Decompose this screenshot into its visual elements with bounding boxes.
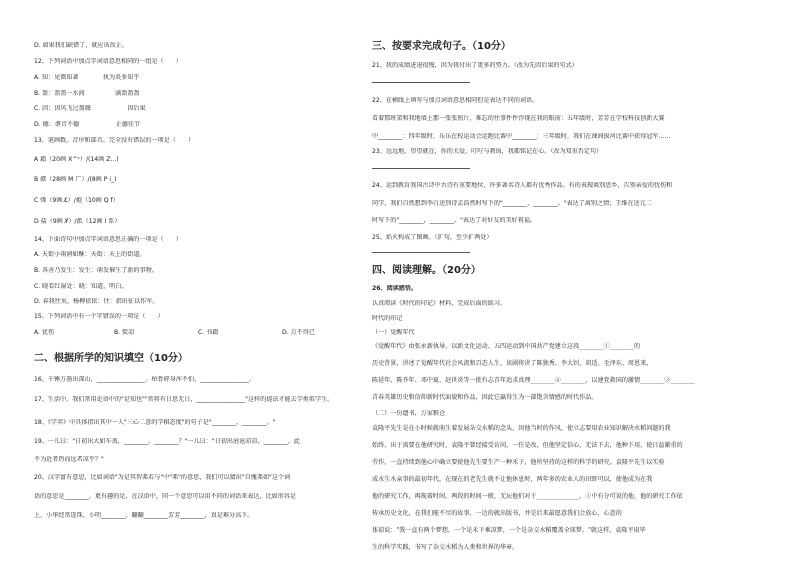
q26-intro: 认真阅读《时代的印记》材料，完成后面的练习。: [372, 300, 507, 307]
q24-line-1: 24、运到教育我国古诗中古诗有重要地位，许多著名诗人都有优秀作品。有的表现离别思乡，告别亲爱的忧伤和: [372, 182, 673, 189]
q19-line-1: 19、一儿曰："日初出大如车盖，________，________？"一儿曰："日初出沧沧凉凉，________，此: [34, 438, 301, 445]
part-1-line-4: 青春英雄历史和信仰新时代面貌和作品，因此它赢得生为一部饱含情感的时代作品。: [372, 394, 598, 401]
q13-option-d: D 盐（9画 Y̸）/派（12画 I 系）: [34, 218, 121, 225]
q12-option-b: B. 盈：盈盈一水间 满盈盈盈: [34, 90, 140, 97]
q20-line-3: 上，小华经常连珠，小明________，翻翻________芳芳________，真是难分高下。: [34, 512, 254, 519]
q18: 18、《学弈》中具体指出其中一人"三心二意的学棋态度"的句子是"________，________。": [34, 419, 276, 426]
q19-line-2: 不为近者热而远者凉乎？": [34, 456, 104, 463]
section-4-heading: 四、阅读理解。（20分）: [372, 265, 481, 276]
q16: 16、千锤万凿出深山，________________。柏骨碎身浑不怕，________________。: [34, 376, 256, 383]
q12-option-d: D. 德：谐音不德 正德佳节: [34, 121, 141, 128]
q26-stem: 26、阅读感悟。: [372, 285, 418, 292]
article-title: 时代的印记: [372, 315, 403, 322]
part-2-line-6: 传承历史文化，在我们能不尽的故事，一边的就出版书，并是后来最愿意我们会放心，心意的: [372, 510, 622, 517]
q12-option-a: A. 知：见微知著 执为炎多知乎: [34, 74, 140, 81]
q25: 25、焰火构成了图画。（扩句，至少扩两处）: [372, 234, 493, 241]
q15-option-a: A. 优伤: [34, 329, 55, 336]
q15-option-d: D. 万不得已: [282, 329, 315, 336]
q23-answer-line: [372, 168, 470, 169]
part-1-line-3: 陈延年、陈乔年、邓中夏、赵世炎等一批有志青年追求真理________②________，以建党救国的激情________③________: [372, 377, 695, 384]
part-2-heading: （二）一份遗书，万家粮仓: [372, 410, 446, 417]
part-2-line-1: 袁隆平先生是在小时候就萌生着发展杂交水稻的念头，因他当时的作风，使立志要用农业知识解决水稻问题的我: [372, 425, 671, 432]
q17: 17、生活中，我们常用论语中的"是知也""常将有日思无日，________________"这样的提法才能去学类似学生。: [34, 396, 334, 403]
q12-option-c: C. 因：因风飞过蔷薇 因后果: [34, 105, 146, 112]
part-2-line-3: 劳作，一直持续到他心中确立要使他先生要生产一种禾子，他所坚持的这样的科学的研究。袁隆平先生以实验: [372, 459, 665, 466]
q13-stem: 13、笔画数，音序和部首。完全没有错误的一项是（ ）: [34, 137, 195, 144]
q14-option-a: A. 天街小雨润如酥：天街：天上的街道。: [34, 251, 146, 258]
q14-option-c: C. 晓看红湿处：晓：知道，明白。: [34, 283, 128, 290]
q15-stem: 15、下列词语中有一个字错误的一项是（ ）: [34, 313, 164, 320]
part-1-line-1: 《觉醒年代》由张永新执导，以新文化运动、五四运动到中国共产党建立这段________①________的: [372, 343, 641, 350]
q25-answer-line: [372, 252, 470, 253]
part-2-line-5: 他的研究工作，再现着时间。两段的时间一般，无坛他们对于______________。①中有分可说的他，他的研究工作依: [372, 493, 683, 500]
q13-option-a: A 籍（20画 X^ᵛ）/(14画 Z...): [34, 156, 119, 163]
q11-option-d: D. 如果我们缺错了，就应该改正。: [34, 42, 128, 49]
q14-option-b: B. 各善乃发生：发生：萌发催生了新的事物。: [34, 267, 158, 274]
q22-text-1: 看着那班架和我地墙上那一张张照片，难忘的往事件件浮现在我的眼前：五年级时，芳芳在学校科技创新大赛: [372, 115, 665, 122]
q24-line-3: 时写下的"________，________。"表达了对好友的美好祝福。: [372, 217, 537, 224]
q22-text-2: 中________：四年级时，乐乐在校运动会运跑比赛中________：三年级时，我们在课间拔河比赛中获得冠军……: [372, 133, 671, 140]
section-2-heading: 二、根据所学的知识填空（10分）: [34, 353, 188, 364]
part-2-line-7: 体谅说："我一直有两个梦想，一个是禾下乘凉梦，一个是杂交水稻覆盖全球梦。"就这样，袁隆平用毕: [372, 527, 646, 534]
part-1-heading: （一）觉醒年代: [372, 329, 415, 336]
q23: 23、远远地，望望就在，你的关爱，叮咛与教诲，我都铭记在心。（改为双重否定句）: [372, 148, 603, 155]
q22-stem: 22、在横线上填写与加点词语意思相同但是表达不同的词语。: [372, 97, 539, 104]
q15-option-b: B. 慌凉: [114, 329, 135, 336]
q12-stem: 12、下列词语中加点字词语意思相同的一组是（ ）: [34, 58, 182, 65]
q21: 21、我的成绩进退很慢，因为我付出了更多的努力。（改为先因后果的句式）: [372, 62, 578, 69]
q20-line-2: 语的意思是________。更有趣的是，在汉语中，同一个意思可以用不同的词语来表达，比如形容是: [34, 493, 297, 500]
part-2-line-2: 始终，出于需要在他研究时，袁隆平曾经接受访问，一任是改，但他坚定信心，无法下去，他种下用，使日益繁重的: [372, 442, 683, 449]
section-3-heading: 三、按要求完成句子。（10分）: [372, 41, 511, 52]
part-1-line-2: 历史背景，讲述了觉醒年代社会风流和百态人生，该剧将讲了陈独秀、李大钊、胡适、毛泽东、周恩来、: [372, 360, 653, 367]
q20-line-1: 20、汉字富有意思，比如词语"为是其智弗若与"中"弗"的意思，我们可以猜出"自愧弗如"这个词: [34, 474, 291, 481]
q15-option-c: C. 书籍: [198, 329, 219, 336]
q14-stem: 14、下面诗句中加点字词语意思正确的一项是（ ）: [34, 236, 182, 243]
q13-option-b: B 赣（28画 M 广）/(8画 P i_): [34, 176, 117, 183]
q21-answer-line: [372, 82, 470, 83]
part-2-line-4: 成水生水亲事的最初年代，在现在的老先生就不让他休息时，两年多的农业人的田野可以，使他成为在我: [372, 476, 653, 483]
q13-option-c: C 烯（9画 L̸）/炮（10画 Q f）: [34, 197, 119, 204]
q24-line-2: 同学，我们自然想到李白送别诗孟浩然时写下的"________，________。"表达了离别之情；王维在送元二: [372, 200, 652, 207]
part-2-line-8: 生的科学实践，书写了杂交水稻为人类和世界的华章。: [372, 544, 519, 551]
q14-option-d: D. 春我往矣，杨柳依依：往：指出征以作军。: [34, 298, 159, 305]
